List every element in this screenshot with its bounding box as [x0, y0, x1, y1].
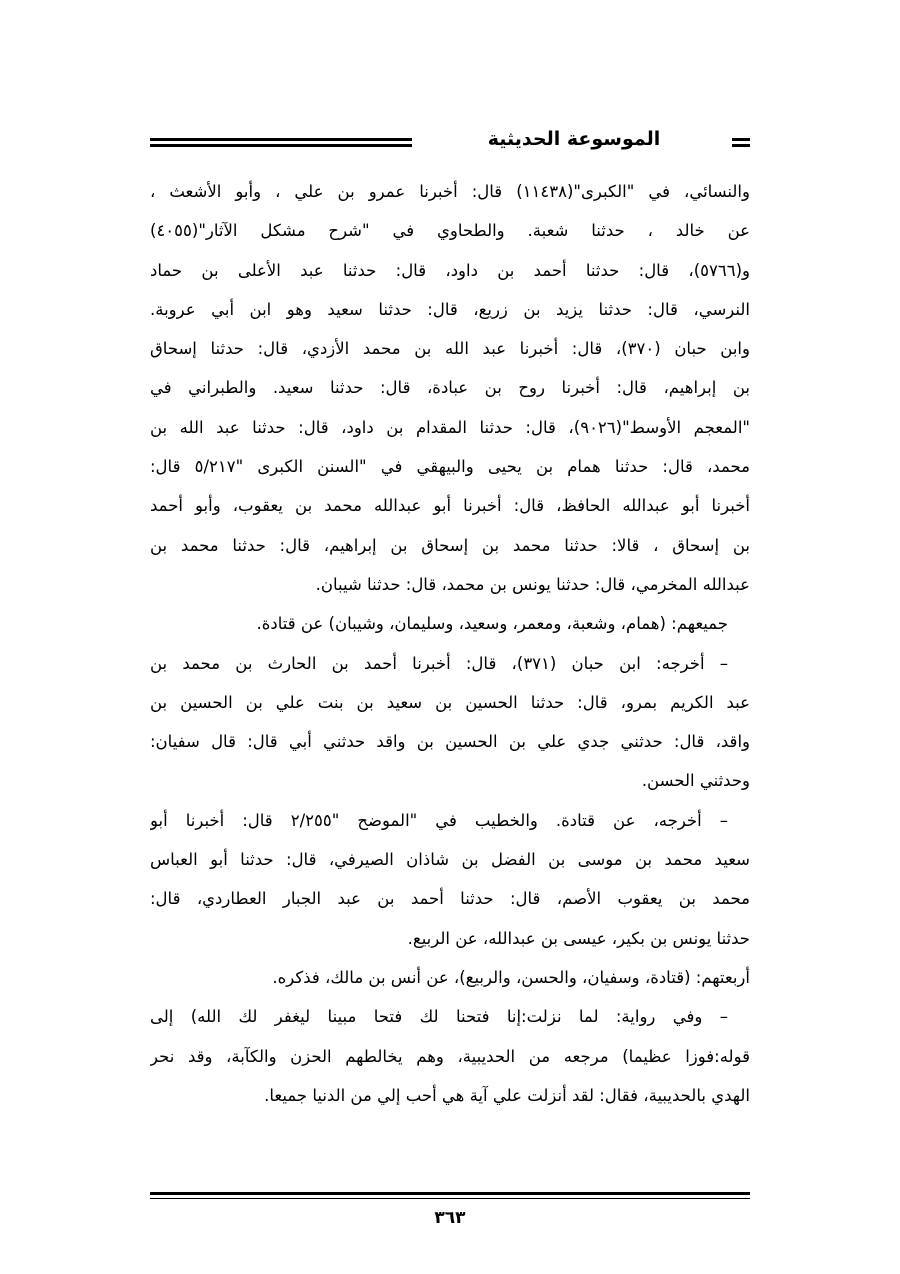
text-line: محمد، قال: حدثنا همام بن يحيى والبيهقي في "السنن الكبرى "٥/٢١٧ قال:: [150, 457, 750, 477]
text-line: سعيد محمد بن موسى بن الفضل بن شاذان الصيرفي، قال: حدثنا أبو العباس: [150, 850, 750, 870]
text-line: بن إبراهيم، قال: أخبرنا روح بن عبادة، قال: حدثنا سعيد. والطبراني في: [150, 378, 750, 398]
text-line: وحدثني الحسن.: [641, 771, 750, 791]
body-text: [150, 172, 750, 1115]
text-line: وابن حبان (٣٧٠)، قال: أخبرنا عبد الله بن محمد الأزدي، قال: حدثنا إسحاق: [150, 339, 750, 359]
text-line: حدثنا يونس بن بكير، عيسى بن عبدالله، عن الربيع.: [407, 928, 750, 948]
text-line: أربعتهم: (قتادة، وسفيان، والحسن، والربيع)، عن أنس بن مالك، فذكره.: [272, 967, 750, 987]
text-line: قوله:فوزا عظيما) مرجعه من الحديبية، وهم يخالطهم الحزن والكآبة، وقد نحر: [150, 1046, 750, 1066]
running-header: [150, 128, 750, 156]
text-line: الهدي بالحديبية، فقال: لقد أنزلت علي آية هي أحب إلي من الدنيا جميعا.: [264, 1085, 750, 1105]
page-number: ٣٦٣: [434, 1208, 466, 1228]
text-line: – أخرجه، عن قتادة. والخطيب في "الموضح "٢/٢٥٥ قال: أخبرنا أبو: [150, 810, 728, 830]
text-line: – أخرجه: ابن حبان (٣٧١)، قال: أخبرنا أحمد بن الحارث بن محمد بن: [150, 653, 728, 673]
text-line: محمد بن يعقوب الأصم، قال: حدثنا أحمد بن عبد الجبار العطاردي، قال:: [150, 889, 750, 909]
header-title: الموسوعة الحديثية: [487, 128, 661, 150]
text-line: واقد، قال: حدثني جدي علي بن الحسين بن واقد حدثني أبي قال: قال سفيان:: [150, 732, 750, 752]
text-line: – وفي رواية: لما نزلت:إنا فتحنا لك فتحا مبينا ليغفر لك الله) إلى: [150, 1007, 728, 1027]
text-line: والنسائي، في "الكبرى"(١١٤٣٨) قال: أخبرنا عمرو بن علي ، وأبو الأشعث ،: [150, 182, 750, 201]
text-line: بن إسحاق ، قالا: حدثنا محمد بن إسحاق بن إبراهيم، قال: حدثنا محمد بن: [150, 535, 750, 555]
text-line: جميعهم: (همام، وشعبة، ومعمر، وسعيد، وسليمان، وشيبان) عن قتادة.: [256, 614, 728, 634]
text-line: "المعجم الأوسط"(٩٠٢٦)، قال: حدثنا المقدام بن داود، قال: حدثنا عبد الله بن: [150, 417, 750, 437]
footer-rule: [150, 1192, 750, 1202]
text-line: أخبرنا أبو عبدالله الحافظ، قال: أخبرنا أبو عبدالله محمد بن يعقوب، وأبو أحمد: [150, 496, 750, 516]
text-line: عبدالله المخرمي، قال: حدثنا يونس بن محمد، قال: حدثنا شيبان.: [315, 574, 750, 594]
text-line: و(٥٧٦٦)، قال: حدثنا أحمد بن داود، قال: حدثنا عبد الأعلى بن حماد: [150, 260, 750, 280]
text-line: عن خالد ، حدثنا شعبة. والطحاوي في "شرح مشكل الآثار"(٤٠٥٥): [150, 221, 750, 241]
text-line: عبد الكريم بمرو، قال: حدثنا الحسين بن سعيد بن بنت علي بن الحسين بن: [150, 692, 750, 712]
text-line: النرسي، قال: حدثنا يزيد بن زريع، قال: حدثنا سعيد وهو ابن أبي عروبة.: [150, 299, 750, 319]
